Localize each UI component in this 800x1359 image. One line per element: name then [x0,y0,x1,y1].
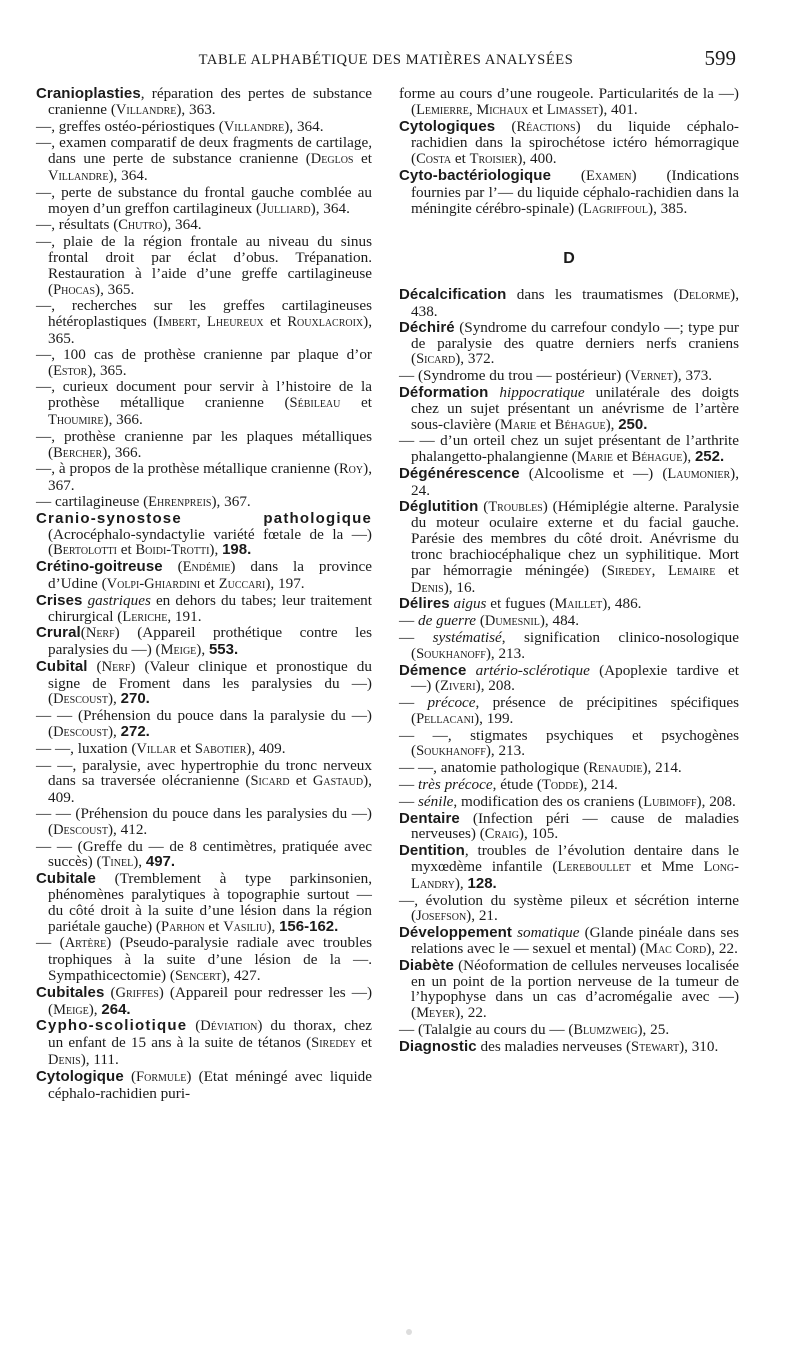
index-entry: Cypho-scoliotique (Déviation) du thorax, chez un enfant de 15 ans à la suite de tétanos (Siredey et Denis), 111. [36,1017,372,1069]
index-entry: —, examen comparatif de deux fragments de cartilage, dans une perte de substance cranienne (Deglos et Villandre), 364. [36,134,372,184]
index-entry: —, prothèse cranienne par les plaques métalliques (Bercher), 366. [36,427,372,461]
index-entry: —, plaie de la région frontale au niveau du sinus frontal droit par éclat d’obus. Trépanation. Restauration à l’aide d’une greffe cartilagineuse (Phocas), 365. [36,233,372,298]
index-entry: Crises gastriques en dehors du tabes; leur traitement chirurgical (Leriche, 191. [36,591,372,625]
index-entry: — —, stigmates psychiques et psychogènes (Soukhanoff), 213. [399,726,739,760]
index-entry: —, recherches sur les greffes cartilagineuses hétéroplastiques (Imbert, Lheureux et Rouxlacroix), 365. [36,297,373,347]
index-entry: —, résultats (Chutro), 364. [36,216,202,234]
index-entry: Dentaire (Infection péri — cause de maladies nerveuses) (Craig), 105. [399,809,739,843]
index-entry: — (Talalgie au cours du — (Blumzweig), 25. [399,1021,670,1039]
index-entry: — précoce, présence de précipitines spécifiques (Pellacani), 199. [399,694,739,727]
right-column-top-entries [399,86,739,217]
index-entry: —, 100 cas de prothèse cranienne par plaque d’or (Estor), 365. [36,345,372,379]
index-entry: Déformation hippocratique unilatérale des doigts chez un sujet présentant un anévrisme de l’artère sous-clavière (Marie et Béhague), 250. [399,383,739,433]
index-entry: forme au cours d’une rougeole. Particularités de la —) (Lemierre, Michaux et Limasset), 401. [399,85,739,118]
index-entry: Diagnostic des maladies nerveuses (Stewart), 310. [399,1037,719,1055]
index-entry: — cartilagineuse (Ehrenpreis), 367. [36,492,251,510]
index-entry: Délires aigus et fugues (Maillet), 486. [399,595,642,613]
index-entry: — — (Préhension du pouce dans les paralysies du —) (Descoust), 412. [36,805,372,838]
index-entry: —, à propos de la prothèse métallique cranienne (Roy), 367. [36,460,372,495]
index-entry: — (Artère) (Pseudo-paralysie radiale avec troubles trophiques à la suite d’une lésion de la —. Sympathicectomie) (Sencert), 427. [36,934,372,985]
index-entry: Cubital (Nerf) (Valeur clinique et pronostique du signe de Froment dans les paralysies du —) (Descoust), 270. [36,657,372,708]
index-entry: Démence artério-sclérotique (Apoplexie tardive et —) (Ziveri), 208. [399,661,740,695]
index-entry: Cytologiques (Réactions) du liquide céphalo-rachidien dans la spirochétose ictéro hémorragique (Costa et Troisier), 400. [399,117,739,168]
right-column [399,86,739,1056]
index-entry: — de guerre (Dumesnil), 484. [399,612,580,630]
left-column [36,86,372,1101]
running-header [36,46,736,76]
index-entry: Cyto-bactériologique (Examen) (Indications fournies par l’— du liquide céphalo-rachidien dans la méningite cérébro-spinale) (Lagriffoul), 385. [399,166,739,217]
index-entry: — sénile, modification des os craniens (Lubimoff), 208. [399,792,736,810]
index-entry: — —, paralysie, avec hypertrophie du tronc nerveux dans sa traversée olécranienne (Sicard et Gastaud), 409. [36,756,372,807]
running-title: TABLE ALPHABÉTIQUE DES MATIÈRES ANALYSÉES [198,52,574,68]
section-letter: D [563,250,575,268]
index-entry: — (Syndrome du trou — postérieur) (Vernet), 373. [399,367,713,385]
page-number: 599 [704,46,736,70]
index-entry: — — (Greffe du — de 8 centimètres, pratiquée avec succès) (Tinel), 497. [36,837,372,871]
index-entry: — —, anatomie pathologique (Renaudie), 214. [399,759,682,777]
index-entry: Crural(Nerf) (Appareil prothétique contre les paralysies du —) (Meige), 553. [36,624,372,659]
index-entry: Dégénérescence (Alcoolisme et —) (Laumonier), 24. [399,464,739,499]
paper-speck [406,1329,412,1335]
index-entry: Cranioplasties, réparation des pertes de substance cranienne (Villandre), 363. [36,85,372,118]
right-column-bottom-entries [399,287,739,1055]
index-entry: — —, luxation (Villar et Sabotier), 409. [36,739,286,757]
index-entry: Diabète (Néoformation de cellules nerveuses localisée en un point de la portion nerveuse de la tumeur de l’hypophyse dans un cas d’acromégalie avec —) (Meyer), 22. [399,956,739,1022]
index-entry: Cubitales (Griffes) (Appareil pour redresser les —) (Meige), 264. [36,983,373,1018]
index-entry: Déglutition (Troubles) (Hémiplégie alterne. Paralysie du moteur oculaire externe et du facial gauche. Parésie des membres du côté droit. Anévrisme du tronc brachiocéphalique chez un syphilitique. Mort par hémorragie méningée) (Siredey, Lemaire et Denis), 16. [399,497,740,596]
index-entry: Dentition, troubles de l’évolution dentaire dans le myxœdème infantile (Lereboullet et Mme Long-Landry), 128. [399,842,739,892]
index-entry: Cytologique (Formule) (Etat méningé avec liquide céphalo-rachidien puri- [36,1067,372,1102]
index-entry: — systématisé, signification clinico-nosologique (Soukhanoff), 213. [399,628,739,662]
index-entry: Crétino-goitreuse (Endémie) dans la province d’Udine (Volpi-Ghiardini et Zuccari), 197. [36,558,372,592]
index-entry: —, curieux document pour servir à l’histoire de la prothèse métallique cranienne (Sébileau et Thoumire), 366. [36,378,372,428]
index-entry: —, perte de substance du frontal gauche comblée au moyen d’un greffon cartilagineux (Julliard), 364. [36,183,372,217]
index-entry: Déchiré (Syndrome du carrefour condylo —; type pur de paralysie des quatre derniers nerfs craniens (Sicard), 372. [399,318,739,368]
index-entry: — — d’un orteil chez un sujet présentant de l’arthrite phalangetto-phalangienne (Marie et Béhague), 252. [399,432,739,466]
index-entry: Développement somatique (Glande pinéale dans ses relations avec le — sexuel et mental) (Mac Cord), 22. [399,924,739,958]
index-entry: Cranio-synostose pathologique (Acrocéphalo-syndactylie variété fœtale de la —) (Bertolotti et Boidi-Trotti), 198. [36,509,372,559]
index-entry: — — (Préhension du pouce dans la paralysie du —) (Descoust), 272. [36,707,372,741]
index-entry: — très précoce, étude (Todde), 214. [399,776,618,794]
index-entry: Cubitale (Tremblement à type parkinsonien, phénomènes paralytiques à topographie surtout — du côté droit à la suite d’une lésion dans la région pariétale gauche) (Parhon et Vasiliu), 156-162. [36,870,372,935]
index-entry: —, évolution du système pileux et sécrétion interne (Josefson), 21. [399,891,739,925]
index-entry: Décalcification dans les traumatismes (Delorme), 438. [399,286,739,320]
index-entry: —, greffes ostéo-périostiques (Villandre), 364. [36,117,324,135]
